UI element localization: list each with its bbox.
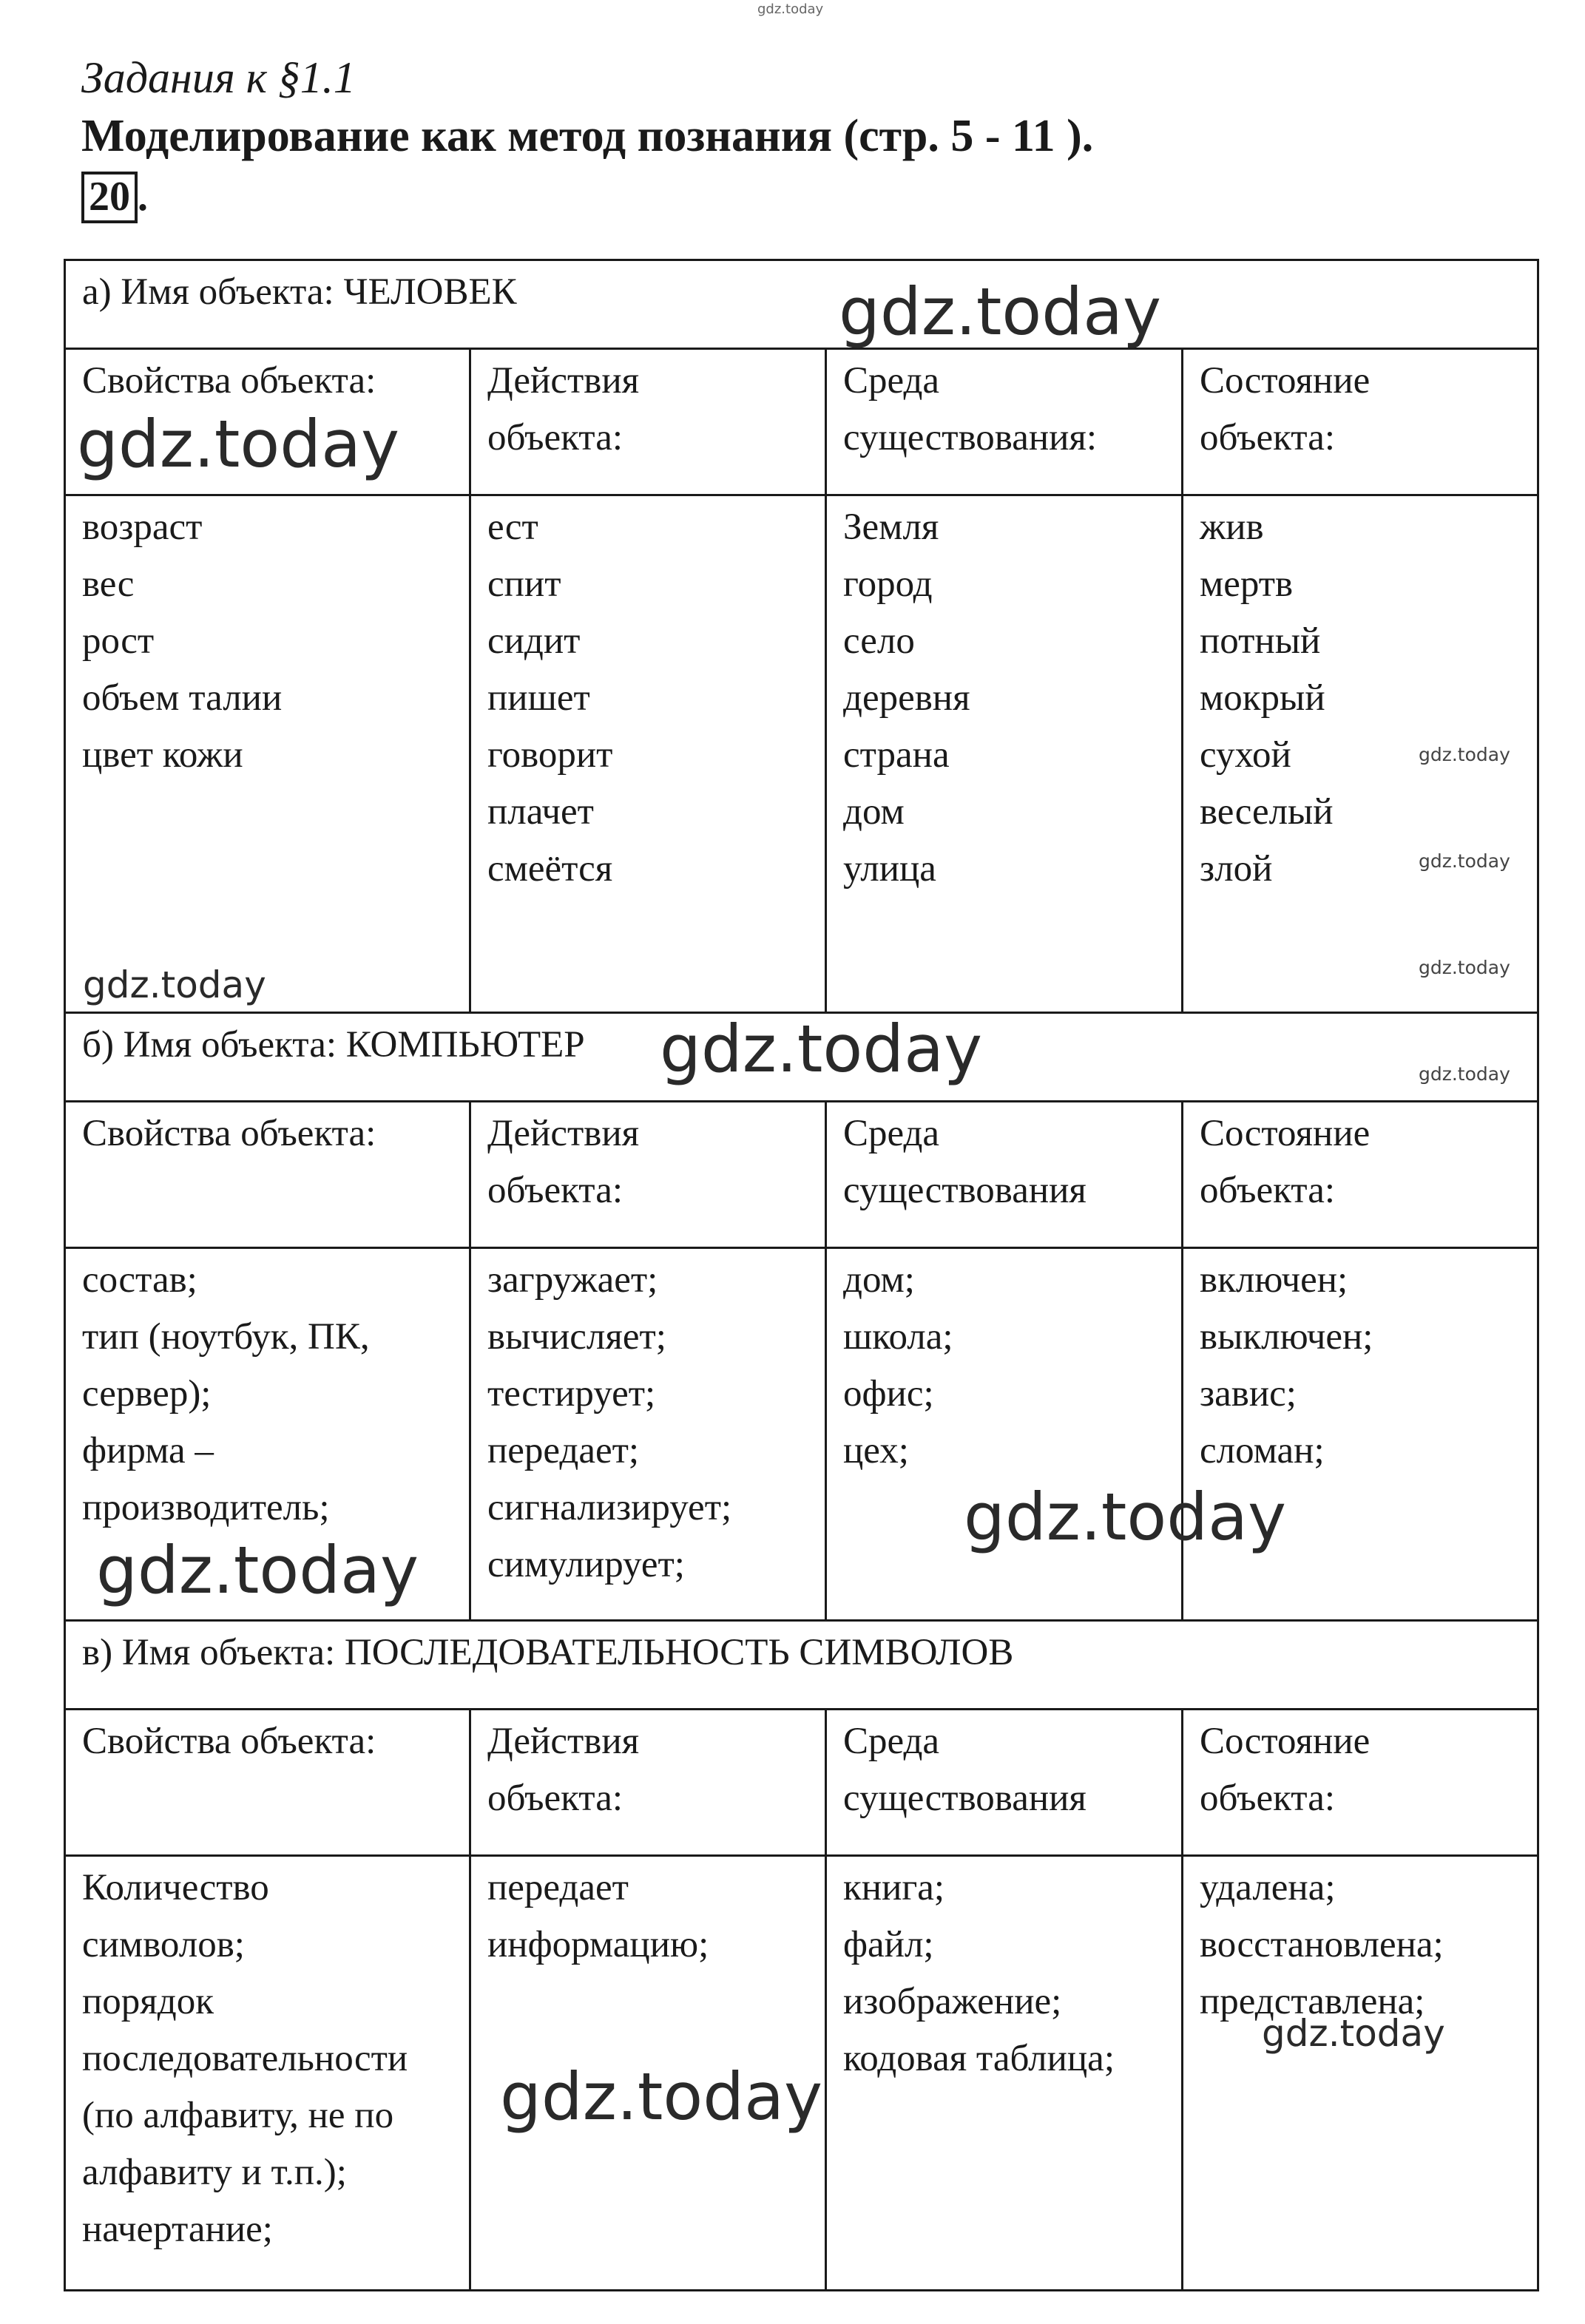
list-item: загружает; bbox=[487, 1259, 658, 1301]
header-line: Действия bbox=[487, 1113, 640, 1154]
watermark-c-bottom: gdz.today bbox=[500, 2059, 823, 2135]
list-item: начертание; bbox=[82, 2209, 273, 2250]
list-item: изображение; bbox=[843, 1981, 1062, 2022]
header-line: Действия bbox=[487, 1721, 640, 1762]
header-line: Свойства объекта: bbox=[82, 360, 376, 402]
computer-environment-cell bbox=[826, 1248, 1183, 1621]
header-line: Действия bbox=[487, 360, 640, 402]
watermark-b-title: gdz.today bbox=[660, 1011, 983, 1087]
column-header-environment bbox=[826, 1102, 1183, 1248]
column-header-environment bbox=[826, 1710, 1183, 1856]
list-item: вычисляет; bbox=[487, 1316, 666, 1358]
list-item: школа; bbox=[843, 1316, 953, 1358]
column-header-actions bbox=[470, 1710, 826, 1856]
header-line: объекта: bbox=[487, 1170, 623, 1211]
list-item: дом bbox=[843, 791, 905, 833]
list-item: офис; bbox=[843, 1373, 934, 1415]
task-number-suffix: . bbox=[138, 174, 148, 220]
header-line: Свойства объекта: bbox=[82, 1113, 376, 1154]
watermark-b-middle: gdz.today bbox=[964, 1479, 1287, 1555]
watermark-a-right-1: gdz.today bbox=[1419, 744, 1510, 765]
list-item: жив bbox=[1200, 507, 1264, 548]
header-line: объекта: bbox=[1200, 1778, 1336, 1819]
list-item: мокрый bbox=[1200, 677, 1325, 719]
list-item: симулирует; bbox=[487, 1544, 685, 1585]
list-item: завис; bbox=[1200, 1373, 1297, 1415]
header-line: Свойства объекта: bbox=[82, 1721, 376, 1762]
list-item: тестирует; bbox=[487, 1373, 656, 1415]
list-item: (по алфавиту, не по bbox=[82, 2095, 394, 2136]
column-header-actions bbox=[470, 1102, 826, 1248]
list-item: объем талии bbox=[82, 677, 283, 719]
header-line: Среда bbox=[843, 1721, 940, 1762]
object-name-computer: б) Имя объекта: КОМПЬЮТЕР bbox=[65, 1013, 1538, 1102]
watermark-top: gdz.today bbox=[757, 1, 824, 17]
page-title: Моделирование как метод познания (стр. 5 - 11 ). bbox=[81, 111, 1094, 161]
list-item: информацию; bbox=[487, 1924, 709, 1965]
column-header-properties bbox=[65, 1102, 470, 1248]
header-line: объекта: bbox=[1200, 1170, 1336, 1211]
header-line: существования bbox=[843, 1778, 1086, 1819]
list-item: сидит bbox=[487, 620, 581, 662]
header-line: существования bbox=[843, 1170, 1086, 1211]
list-item: сломан; bbox=[1200, 1430, 1325, 1471]
watermark-a-right-3: gdz.today bbox=[1419, 957, 1510, 978]
list-item: потный bbox=[1200, 620, 1321, 662]
list-item: Количество bbox=[82, 1867, 269, 1908]
list-item: алфавиту и т.п.); bbox=[82, 2152, 347, 2193]
list-item: символов; bbox=[82, 1924, 245, 1965]
watermark-a-bottom-left: gdz.today bbox=[83, 963, 266, 1006]
section-subtitle: Задания к §1.1 bbox=[81, 53, 356, 102]
header-line: Состояние bbox=[1200, 1113, 1371, 1154]
human-actions-cell bbox=[470, 495, 826, 1013]
list-item: Земля bbox=[843, 507, 939, 548]
list-item: удалена; bbox=[1200, 1867, 1336, 1908]
symbol-sequence-properties-cell bbox=[65, 1856, 470, 2291]
list-item: выключен; bbox=[1200, 1316, 1373, 1358]
header-line: Состояние bbox=[1200, 360, 1371, 402]
list-item: кодовая таблица; bbox=[843, 2038, 1115, 2079]
list-item: тип (ноутбук, ПК, bbox=[82, 1316, 370, 1358]
list-item: дом; bbox=[843, 1259, 915, 1301]
object-model-table bbox=[64, 259, 1539, 2291]
list-item: смеётся bbox=[487, 848, 613, 890]
list-item: представлена; bbox=[1200, 1981, 1425, 2022]
list-item: файл; bbox=[843, 1924, 934, 1965]
symbol-sequence-environment-cell bbox=[826, 1856, 1183, 2291]
list-item: веселый bbox=[1200, 791, 1334, 833]
list-item: село bbox=[843, 620, 915, 662]
column-header-state bbox=[1183, 1102, 1538, 1248]
task-number bbox=[81, 172, 148, 223]
list-item: сервер); bbox=[82, 1373, 212, 1415]
header-line: существования: bbox=[843, 417, 1098, 458]
header-line: Среда bbox=[843, 1113, 940, 1154]
human-properties-cell bbox=[65, 495, 470, 1013]
list-item: порядок bbox=[82, 1981, 214, 2022]
list-item: спит bbox=[487, 563, 561, 605]
list-item: последовательности bbox=[82, 2038, 408, 2079]
list-item: включен; bbox=[1200, 1259, 1348, 1301]
column-header-properties bbox=[65, 1710, 470, 1856]
watermark-a-properties: gdz.today bbox=[77, 406, 400, 482]
computer-state-cell bbox=[1183, 1248, 1538, 1621]
list-item: рост bbox=[82, 620, 155, 662]
header-line: объекта: bbox=[487, 417, 623, 458]
column-header-actions bbox=[470, 349, 826, 495]
header-line: Среда bbox=[843, 360, 940, 402]
header-line: объекта: bbox=[1200, 417, 1336, 458]
list-item: фирма – bbox=[82, 1430, 214, 1471]
list-item: злой bbox=[1200, 848, 1273, 890]
human-environment-cell bbox=[826, 495, 1183, 1013]
list-item: страна bbox=[843, 734, 950, 776]
header-line: Состояние bbox=[1200, 1721, 1371, 1762]
object-name-symbol-sequence: в) Имя объекта: ПОСЛЕДОВАТЕЛЬНОСТЬ СИМВОЛОВ bbox=[65, 1621, 1538, 1710]
column-header-environment bbox=[826, 349, 1183, 495]
list-item: книга; bbox=[843, 1867, 945, 1908]
watermark-b-right: gdz.today bbox=[1419, 1063, 1510, 1085]
list-item: мертв bbox=[1200, 563, 1294, 605]
list-item: ест bbox=[487, 507, 538, 548]
list-item: улица bbox=[843, 848, 936, 890]
list-item: сигнализирует; bbox=[487, 1487, 732, 1528]
list-item: производитель; bbox=[82, 1487, 330, 1528]
list-item: город bbox=[843, 563, 933, 605]
header-line: объекта: bbox=[487, 1778, 623, 1819]
object-name-human: а) Имя объекта: ЧЕЛОВЕК bbox=[65, 260, 1538, 349]
list-item: восстановлена; bbox=[1200, 1924, 1444, 1965]
list-item: передает; bbox=[487, 1430, 640, 1471]
watermark-b-bottom-left: gdz.today bbox=[96, 1532, 419, 1608]
task-number-box: 20 bbox=[81, 172, 138, 223]
watermark-a-title: gdz.today bbox=[839, 274, 1162, 350]
column-header-state bbox=[1183, 1710, 1538, 1856]
list-item: состав; bbox=[82, 1259, 197, 1301]
list-item: цвет кожи bbox=[82, 734, 243, 776]
list-item: плачет bbox=[487, 791, 594, 833]
watermark-a-right-2: gdz.today bbox=[1419, 850, 1510, 872]
list-item: возраст bbox=[82, 507, 203, 548]
column-header-state bbox=[1183, 349, 1538, 495]
list-item: сухой bbox=[1200, 734, 1291, 776]
list-item: пишет bbox=[487, 677, 590, 719]
list-item: говорит bbox=[487, 734, 613, 776]
list-item: передает bbox=[487, 1867, 629, 1908]
list-item: вес bbox=[82, 563, 135, 605]
list-item: деревня bbox=[843, 677, 970, 719]
watermark-c-state: gdz.today bbox=[1262, 2012, 1445, 2055]
computer-actions-cell bbox=[470, 1248, 826, 1621]
list-item: цех; bbox=[843, 1430, 909, 1471]
symbol-sequence-state-cell bbox=[1183, 1856, 1538, 2291]
